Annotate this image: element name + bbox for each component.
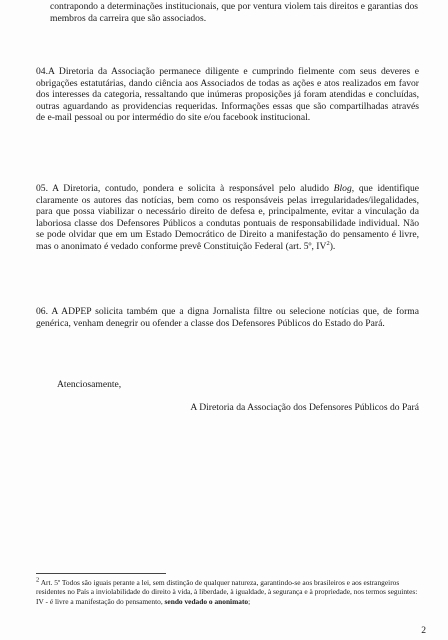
paragraph-04: 04.A Diretoria da Associação permanece diligente e cumprindo fielmente com seus deveres e obrigações estatutárias, dando ciência aos Associados de todas as ações e atos realizados em favor dos interesses da categoria, ressaltando que inúmeras proposições já foram atendidas e concluídas, outras aguardando as providencias requeridas. Informações essas que são compartilhadas através de e-mail pessoal ou por intermédio do site e/ou facebook institucional.: [36, 66, 419, 124]
footnote-divider: [36, 573, 166, 574]
paragraph-continuation: contrapondo a determinações institucionais, que por ventura violem tais direitos e garantias dos membros da carreira que são associados.: [50, 1, 418, 24]
footnote-mark: 2: [36, 576, 40, 584]
footnote-reference[interactable]: 2: [326, 239, 330, 247]
paragraph-06: 06. A ADPEP solicita também que a digna Jornalista filtre ou selecione notícias que, de forma genérica, venham denegrir ou ofender a classe dos Defensores Públicos do Estado do Pará.: [36, 306, 419, 329]
footnote-item-prefix: IV - é livre a manifestação do pensamento,: [36, 596, 165, 606]
footnote-item-bold: sendo vedado o anonimato: [164, 596, 249, 606]
footnote: [36, 578, 421, 606]
signature-line: A Diretoria da Associação dos Defensores Públicos do Pará: [190, 402, 419, 413]
paragraph-05-text-start: 05. A Diretoria, contudo, pondera e solicita à responsável pelo aludido: [36, 183, 334, 194]
paragraph-05-text-middle: , que identifique claramente os autores das notícias, bem como os responsáveis pelas irregularidades/ilegalidades, para que possa viabilizar o necessário direito de defesa e, principalmente, evitar a vinculação da laboriosa classe dos Defensores Públicos a condutas pontuais de responsabilidade individual. Não se pode olvidar que em um Estado Democrático de Direito a manifestação do pensamento é livre, mas o anonimato é vedado conforme prevê Constituição Federal (art. 5º, IV: [36, 183, 419, 252]
paragraph-05: [36, 183, 419, 253]
closing-salutation: Atenciosamente,: [57, 379, 122, 390]
page-number: 2: [421, 625, 426, 636]
footnote-item-suffix: ;: [248, 596, 251, 606]
footnote-text: Art. 5º Todos são iguais perante a lei, sem distinção de qualquer natureza, garantindo-se aos brasileiros e aos estrangeiros residentes no País a inviolabilidade do direito à vida, à liberdade, à igualdade, à segurança e à propriedade, nos termos seguintes:: [36, 578, 418, 597]
blog-word: Blog: [333, 183, 352, 194]
paragraph-05-text-end: ).: [329, 240, 336, 252]
